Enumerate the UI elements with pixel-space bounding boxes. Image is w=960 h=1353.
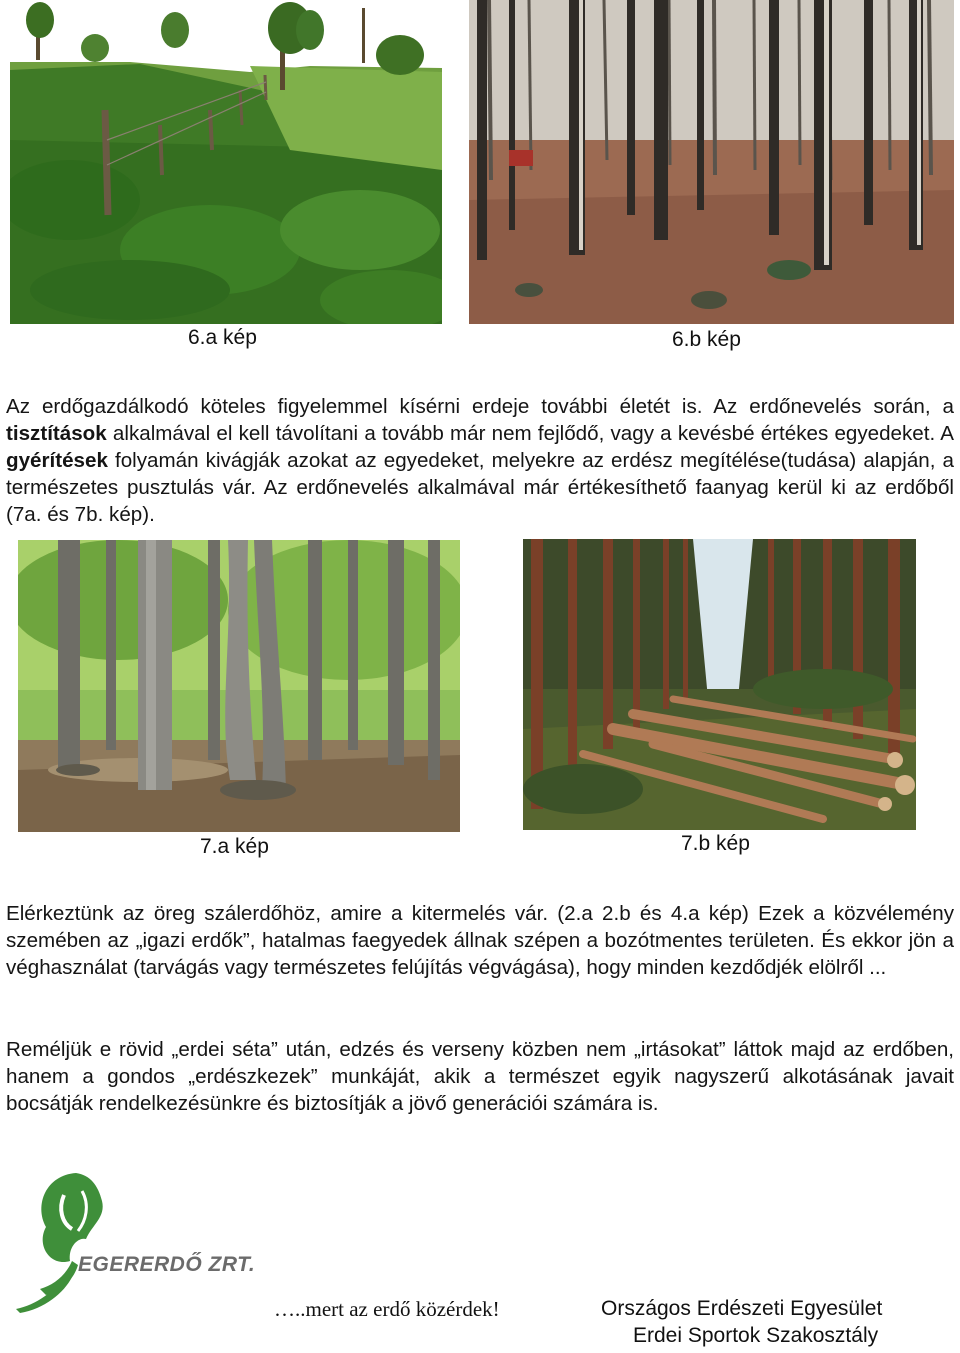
beech-forest-icon bbox=[18, 540, 460, 832]
fence-hillside-icon bbox=[10, 0, 442, 324]
pine-logs-icon bbox=[523, 539, 916, 830]
logo-text: EGERERDŐ ZRT. bbox=[78, 1253, 256, 1276]
bare-forest-icon bbox=[469, 0, 954, 324]
slogan: …..mert az erdő közérdek! bbox=[274, 1297, 500, 1321]
paragraph-thinning bbox=[6, 393, 954, 528]
paragraph-closing: Reméljük e rövid „erdei séta” után, edzés és verseny közben nem „irtásokat” láttok majd az erdőben, hanem a gondos „erdészkezek” munkáját, akik a természet egyik nagyszerű alkotásának javait bocsátják rendelkezésünkre és biztosítják a jövő generációi számára is. bbox=[6, 1038, 954, 1115]
caption-6b: 6.b kép bbox=[672, 328, 741, 351]
caption-7a: 7.a kép bbox=[200, 835, 269, 858]
caption-7b: 7.b kép bbox=[681, 832, 750, 855]
paragraph1-part2: alkalmával el kell távolítani a tovább már nem fejlődő, vagy a kevésbé értékes egyedeket. A bbox=[106, 422, 954, 445]
term-tisztitasok: tisztítások bbox=[6, 422, 107, 445]
caption-6a: 6.a kép bbox=[188, 326, 257, 349]
photo-6a bbox=[10, 0, 442, 324]
org-name-line1: Országos Erdészeti Egyesület bbox=[601, 1297, 883, 1320]
photo-6b bbox=[469, 0, 954, 324]
egererdo-logo bbox=[6, 1165, 276, 1315]
paragraph1-part1: Az erdőgazdálkodó köteles figyelemmel kísérni erdeje további életét is. Az erdőnevelés során, a bbox=[6, 395, 954, 418]
org-name-line2: Erdei Sportok Szakosztály bbox=[633, 1324, 879, 1347]
term-gyeritesek: gyérítések bbox=[6, 449, 108, 472]
photo-7a bbox=[18, 540, 460, 832]
paragraph1-part3: folyamán kivágják azokat az egyedeket, melyekre az erdész megítélése(tudása) alapján, a természetes pusztulás vár. Az erdőnevelés alkalmával már értékesíthető faanyag kerül ki az erdőből (7a. és 7b. kép). bbox=[6, 449, 954, 526]
tree-logo-icon bbox=[6, 1165, 276, 1315]
photo-7b bbox=[523, 539, 916, 830]
paragraph-old-forest: Elérkeztünk az öreg szálerdőhöz, amire a kitermelés vár. (2.a 2.b és 4.a kép) Ezek a közvélemény szemében az „igazi erdők”, hatalmas faegyedek állnak szépen a bozótmentes területen. És ekkor jön a véghasználat (tarvágás vagy természetes felújítás végvágása), hogy minden kezdődjék elölről ... bbox=[6, 902, 954, 979]
